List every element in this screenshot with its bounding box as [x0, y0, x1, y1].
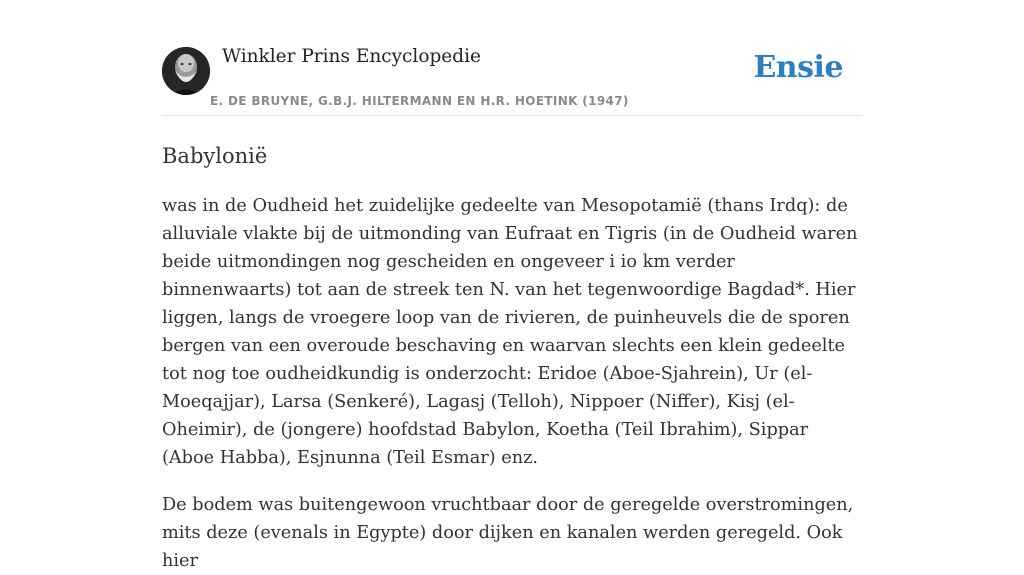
portrait-icon	[162, 47, 210, 95]
page-content	[162, 44, 862, 575]
authors: E. DE BRUYNE, G.B.J. HILTERMANN EN H.R. HOETINK (1947)	[210, 94, 629, 108]
article-paragraph: De bodem was buitengewoon vruchtbaar door de geregelde overstromingen, mits deze (evenals in Egypte) door dijken en kanalen werden geregeld. Ook hier	[162, 495, 854, 571]
article-paragraph: was in de Oudheid het zuidelijke gedeelte van Mesopotamië (thans Irdq): de alluviale vlakte bij de uitmonding van Eufraat en Tigris (in de Oudheid waren beide uitmondingen nog gescheiden en ongeveer i io km verder binnenwaarts) tot aan de streek ten N. van het tegenwoordige Bagdad*. Hier liggen, langs de vroegere loop van de rivieren, de puinheuvels die de sporen bergen van een overoude beschaving en waarvan slechts een klein gedeelte tot nog toe oudheidkundig is onderzocht: Eridoe (Aboe-Sjahrein), Ur (el-Moeqajjar), Larsa (Senkeré), Lagasj (Telloh), Nippoer (Niffer), Kisj (el-Oheimir), de (jongere) hoofdstad Babylon, Koetha (Teil Ibrahim), Sippar (Aboe Habba), Esjnunna (Teil Esmar) enz.	[162, 196, 858, 468]
article-title: Babyloniё	[162, 144, 268, 168]
site-logo[interactable]: Ensie	[753, 50, 843, 85]
book-title[interactable]: Winkler Prins Encyclopedie	[222, 46, 481, 67]
header	[162, 44, 862, 116]
